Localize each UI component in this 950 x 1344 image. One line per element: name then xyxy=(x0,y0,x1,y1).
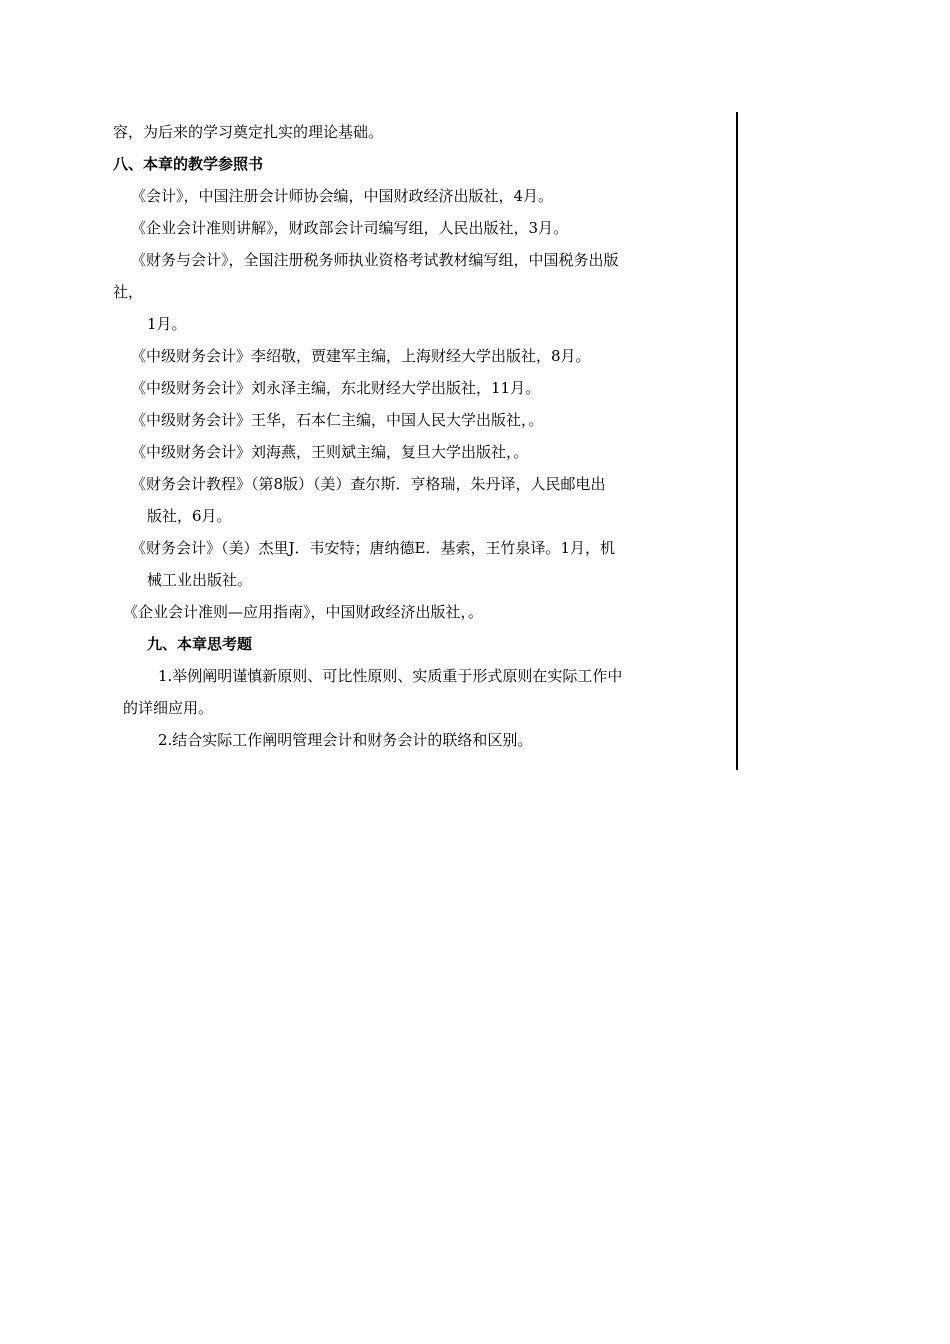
reference-item: 《中级财务会计》王华，石本仁主编，中国人民大学出版社，。 xyxy=(131,411,544,429)
question-item-continuation: 的详细应用。 xyxy=(123,699,214,717)
reference-item-continuation: 社， xyxy=(113,283,144,301)
question-item: 1.举例阐明谨慎新原则、可比性原则、实质重于形式原则在实际工作中 xyxy=(158,667,623,685)
reference-item: 《财务会计》（美）杰里J．韦安特；唐纳德E．基索，王竹泉译。1月，机 xyxy=(131,539,616,557)
reference-item-continuation: 械工业出版社。 xyxy=(147,571,253,589)
reference-item-continuation: 1月。 xyxy=(147,315,187,333)
paragraph-continuation: 容，为后来的学习奠定扎实的理论基础。 xyxy=(113,123,384,141)
reference-item: 《财务与会计》，全国注册税务师执业资格考试教材编写组，中国税务出版 xyxy=(131,251,619,269)
reference-item: 《财务会计教程》（第8版）（美）查尔斯．亨格瑞，朱丹译，人民邮电出 xyxy=(131,475,606,493)
reference-item-continuation: 版社，6月。 xyxy=(147,507,232,525)
reference-item: 《企业会计准则讲解》，财政部会计司编写组，人民出版社，3月。 xyxy=(131,219,569,237)
section-heading-references: 八、本章的教学参照书 xyxy=(113,155,264,173)
question-item: 2.结合实际工作阐明管理会计和财务会计的联络和区别。 xyxy=(158,731,533,749)
section-heading-questions: 九、本章思考题 xyxy=(147,635,253,653)
reference-item: 《会计》，中国注册会计师协会编，中国财政经济出版社，4月。 xyxy=(131,187,554,205)
right-border-rule xyxy=(736,112,738,770)
reference-item: 《中级财务会计》刘海燕，王则斌主编，复旦大学出版社，。 xyxy=(131,443,529,461)
reference-item: 《中级财务会计》李绍敬，贾建军主编，上海财经大学出版社，8月。 xyxy=(131,347,591,365)
reference-item: 《企业会计准则—应用指南》，中国财政经济出版社，。 xyxy=(123,603,484,621)
reference-item: 《中级财务会计》刘永泽主编，东北财经大学出版社，11月。 xyxy=(131,379,541,397)
